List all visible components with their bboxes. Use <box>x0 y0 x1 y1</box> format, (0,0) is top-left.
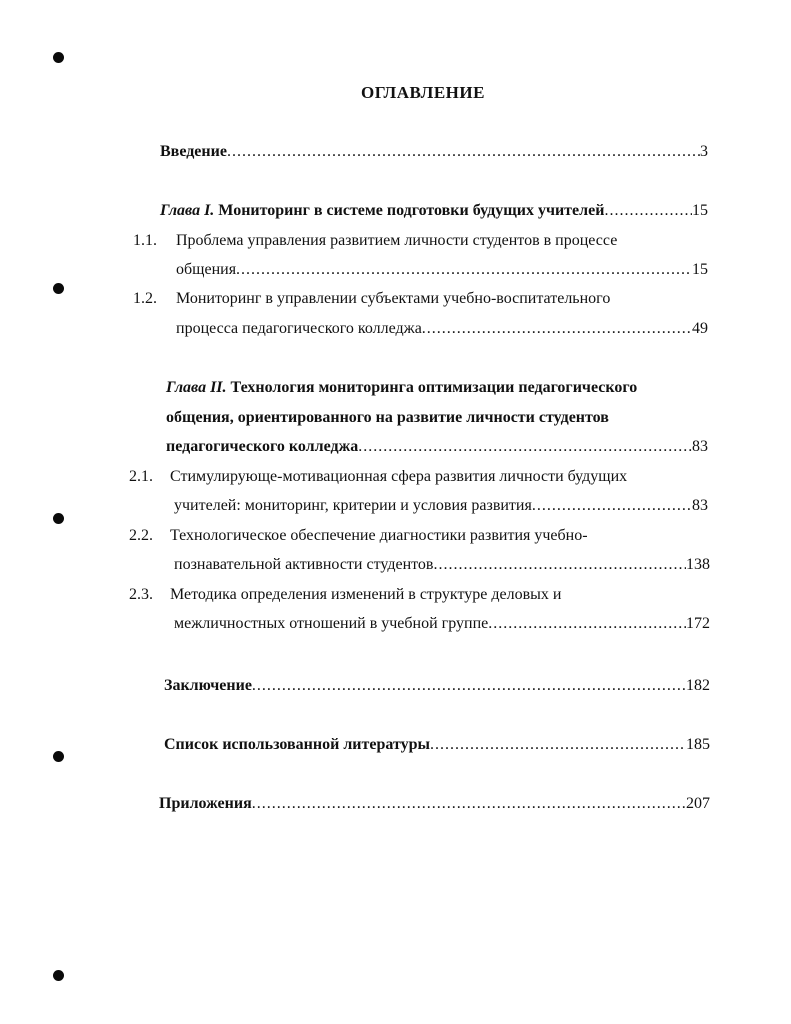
punch-hole-mark <box>53 751 64 762</box>
page-title: ОГЛАВЛЕНИЕ <box>361 83 485 102</box>
section-title-line: общения <box>176 261 237 278</box>
toc-entry-label: Введение <box>160 143 227 160</box>
toc-section-2-2[interactable] <box>129 526 588 546</box>
toc-section-2-1[interactable] <box>129 467 627 487</box>
toc-section-1-1-continued[interactable] <box>176 260 708 280</box>
toc-entry-page: 3 <box>700 143 708 160</box>
section-title-line: Мониторинг в управлении субъектами учебно-воспитательного <box>176 290 611 307</box>
chapter-prefix: Глава I. <box>160 202 215 219</box>
punch-hole-mark <box>53 52 64 63</box>
leader-dots <box>252 794 686 814</box>
toc-entry-chapter-2-continued[interactable] <box>166 437 708 457</box>
punch-hole-mark <box>53 513 64 524</box>
chapter-title-line: общения, ориентированного на развитие личности студентов <box>166 409 609 426</box>
chapter-title-line: педагогического колледжа <box>166 438 359 455</box>
toc-entry-page: 185 <box>686 736 710 753</box>
section-number: 2.3. <box>129 586 153 603</box>
leader-dots <box>532 496 692 516</box>
toc-entry-chapter-1[interactable] <box>160 201 708 221</box>
toc-entry-references[interactable] <box>164 735 710 755</box>
toc-entry-label: Приложения <box>159 795 252 812</box>
section-title-line: Проблема управления развитием личности студентов в процессе <box>176 232 618 249</box>
leader-dots <box>488 614 686 634</box>
toc-entry-page: 15 <box>692 202 708 219</box>
punch-hole-mark <box>53 970 64 981</box>
section-number: 1.1. <box>133 232 157 249</box>
toc-entry-label: Заключение <box>164 677 252 694</box>
toc-entry-page: 207 <box>686 795 710 812</box>
chapter-title-line: Технология мониторинга оптимизации педагогического <box>230 379 638 396</box>
leader-dots <box>604 201 692 221</box>
leader-dots <box>227 142 700 162</box>
section-title-line: Стимулирующе-мотивационная сфера развития личности будущих <box>170 468 628 485</box>
toc-entry-page: 172 <box>686 615 710 632</box>
toc-entry-page: 182 <box>686 677 710 694</box>
toc-entry-appendix[interactable] <box>159 794 710 814</box>
section-title-line: Методика определения изменений в структуре деловых и <box>170 586 562 603</box>
toc-entry-page: 83 <box>692 438 708 455</box>
section-title-line: Технологическое обеспечение диагностики развития учебно- <box>170 527 588 544</box>
section-number: 1.2. <box>133 290 157 307</box>
toc-section-2-3-continued[interactable] <box>174 614 710 634</box>
chapter-prefix: Глава II. <box>166 379 227 396</box>
chapter-title: Мониторинг в системе подготовки будущих учителей <box>218 202 605 219</box>
section-title-line: учителей: мониторинг, критерии и условия развития <box>174 497 532 514</box>
toc-section-1-2-continued[interactable] <box>176 319 708 339</box>
toc-section-1-1[interactable] <box>133 231 617 251</box>
toc-entry-conclusion[interactable] <box>164 676 710 696</box>
section-number: 2.2. <box>129 527 153 544</box>
toc-entry-page: 83 <box>692 497 708 514</box>
section-title-line: познавательной активности студентов <box>174 556 434 573</box>
toc-section-2-3[interactable] <box>129 585 561 605</box>
toc-entry-page: 15 <box>692 261 708 278</box>
leader-dots <box>358 437 692 457</box>
toc-section-1-2[interactable] <box>133 289 610 309</box>
toc-entry-page: 49 <box>692 320 708 337</box>
toc-entry-label: Список использованной литературы <box>164 736 430 753</box>
section-title-line: межличностных отношений в учебной группе <box>174 615 489 632</box>
leader-dots <box>252 676 686 696</box>
toc-entry-chapter-2[interactable] <box>166 378 637 398</box>
leader-dots <box>236 260 692 280</box>
section-number: 2.1. <box>129 468 153 485</box>
leader-dots <box>430 735 686 755</box>
toc-entry-introduction[interactable] <box>160 142 708 162</box>
toc-section-2-2-continued[interactable] <box>174 555 710 575</box>
section-title-line: процесса педагогического колледжа <box>176 320 422 337</box>
leader-dots <box>433 555 686 575</box>
punch-hole-mark <box>53 283 64 294</box>
leader-dots <box>422 319 692 339</box>
toc-entry-page: 138 <box>686 556 710 573</box>
toc-section-2-1-continued[interactable] <box>174 496 708 516</box>
